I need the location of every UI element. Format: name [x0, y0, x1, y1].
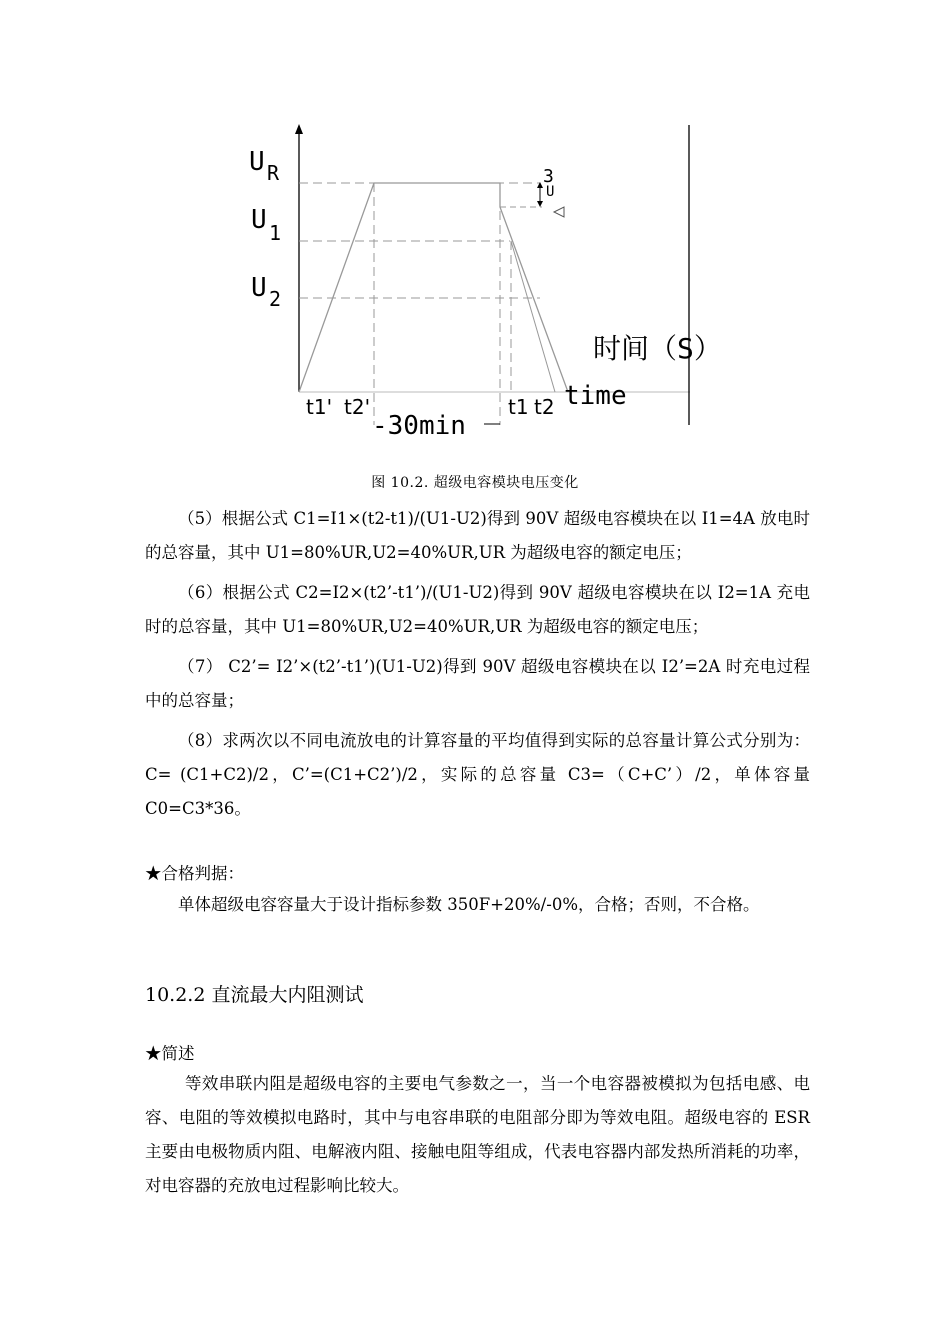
label-u2-sub: 2 — [269, 287, 282, 311]
label-u1-u: U — [251, 205, 267, 235]
criteria-label: ★合格判据： — [145, 864, 244, 883]
y-axis-arrow — [295, 124, 303, 134]
label-u2-u: U — [251, 273, 267, 303]
discharge-line-2 — [511, 241, 555, 392]
label-t2-prime: t2' — [344, 395, 371, 419]
label-t1: t1 — [508, 395, 529, 419]
label-u1-sub: 1 — [269, 221, 282, 245]
summary-label: ★简述 — [145, 1044, 195, 1063]
label-three: 3 — [543, 166, 554, 187]
label-ur-u: U — [249, 147, 265, 177]
label-30min: -30min — [372, 411, 466, 441]
voltage-curve — [299, 183, 568, 392]
label-t1-prime: t1' — [306, 395, 333, 419]
label-ur-sub: R — [267, 161, 280, 185]
label-time-en: time — [564, 381, 627, 411]
summary-paragraph: 等效串联内阻是超级电容的主要电气参数之一，当一个电容器被模拟为包括电感、电容、电阻的等效模拟电路时，其中与电容串联的电阻部分即为等效电阻。超级电容的 ESR 主要由电极物质内阻、电解液内阻、接触电阻等组成，代表电容器内部发热所消耗的功率，对电容器的充放电过程影响比较大。 — [145, 1074, 810, 1195]
voltage-change-diagram — [0, 0, 950, 470]
label-t2: t2 — [534, 395, 555, 419]
figure-caption: 图 10.2. 超级电容模块电压变化 — [371, 475, 579, 491]
criteria-text: 单体超级电容容量大于设计指标参数 350F+20%/-0%，合格；否则，不合格。 — [178, 895, 760, 914]
paragraph-step-6: （6）根据公式 C2=I2×(t2’-t1’)/(U1-U2)得到 90V 超级电容模块在以 I2=1A 充电时的总容量，其中 U1=80%UR,U2=40%UR,UR 为超级电容的额定电压； — [145, 583, 810, 636]
paragraph-step-8: （8）求两次以不同电流放电的计算容量的平均值得到实际的总容量计算公式分别为： C= (C1+C2)/2，C’=(C1+C2’)/2，实际的总容量 C3=（C+C’）/2，单体容量 C0=C3*36。 — [145, 731, 810, 818]
paragraph-step-7: （7） C2’= I2’×(t2’-t1’)(U1-U2)得到 90V 超级电容模块在以 I2’=2A 时充电过程中的总容量； — [145, 657, 810, 710]
label-du: U — [546, 184, 555, 200]
paragraph-step-5: （5）根据公式 C1=I1×(t2-t1)/(U1-U2)得到 90V 超级电容模块在以 I1=4A 放电时的总容量，其中 U1=80%UR,U2=40%UR,UR 为超级电容的额定电压； — [145, 509, 810, 562]
label-time-cn: 时间（S） — [593, 332, 722, 365]
triangle-marker-icon — [554, 207, 564, 217]
du-arrow-down — [537, 201, 543, 207]
section-heading: 10.2.2 直流最大内阻测试 — [145, 984, 364, 1006]
